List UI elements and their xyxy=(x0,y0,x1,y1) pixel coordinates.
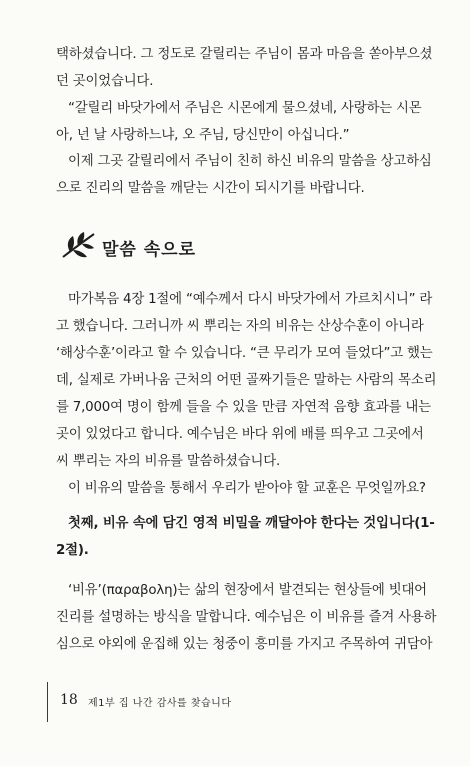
text-line: 를 7,000여 명이 함께 들을 수 있을 만큼 자연적 음향 효과를 내는 xyxy=(56,400,431,415)
text-line: 던 곳이었습니다. xyxy=(56,74,154,89)
text-line: 진리를 설명하는 방식을 말합니다. 예수님은 이 비유를 즐겨 사용하 xyxy=(56,610,437,625)
text-line: ‘해상수훈’이라고 할 수 있습니다. “큰 무리가 모여 들었다”고 했는 xyxy=(56,346,433,361)
paragraph-point-one xyxy=(56,514,435,568)
text-line: 택하셨습니다. 그 정도로 갈릴리는 주님이 몸과 마음을 쏟아부으셨 xyxy=(56,47,433,62)
page-footer xyxy=(26,660,446,720)
text-line: 씨 뿌리는 자의 비유를 말씀하셨습니다. xyxy=(56,454,281,469)
page-number: 18 xyxy=(60,692,78,708)
section-title: 말씀 속으로 xyxy=(102,239,197,260)
leaf-branch-icon xyxy=(60,230,98,264)
text-line: 고 했습니다. 그러니까 씨 뿌리는 자의 비유는 산상수훈이 아니라 xyxy=(56,319,424,334)
text-line: 이제 그곳 갈릴리에서 주님이 친히 하신 비유의 말씀을 상고하심 xyxy=(68,154,432,169)
text-line: 데, 실제로 가버나움 근처의 어떤 골짜기들은 말하는 사람의 목소리 xyxy=(56,373,437,388)
footer-divider xyxy=(47,682,48,722)
paragraph-invitation xyxy=(56,152,432,206)
text-line: 마가복음 4장 1절에 “예수께서 다시 바닷가에서 가르치시니” 라 xyxy=(68,292,433,307)
paragraph-mark-4-1 xyxy=(56,290,437,479)
paragraph-parable-definition xyxy=(56,581,437,662)
text-line: 심으로 야외에 운집해 있는 청중이 흥미를 가지고 주목하여 귀담아 xyxy=(56,637,433,652)
section-heading xyxy=(60,230,196,264)
text-line: 첫째, 비유 속에 담긴 영적 비밀을 깨달아야 한다는 것입니다(1- xyxy=(68,516,435,531)
text-line: “갈릴리 바닷가에서 주님은 시몬에게 물으셨네, 사랑하는 시몬 xyxy=(68,101,422,116)
paragraph-galilee-intro xyxy=(56,45,433,99)
text-line: ‘비유’(παραβολη)는 삶의 현장에서 발견되는 현상들에 빗대어 xyxy=(68,583,427,598)
text-line: 곳이 있었다고 합니다. 예수님은 바다 위에 배를 띄우고 그곳에서 xyxy=(56,427,424,442)
running-title: 제1부 집 나간 감사를 찾습니다 xyxy=(88,698,232,709)
paragraph-hymn-quote xyxy=(56,99,424,153)
text-line: 아, 넌 날 사랑하느냐, 오 주님, 당신만이 아십니다.” xyxy=(56,128,350,143)
text-line: 2절). xyxy=(56,543,89,558)
text-line: 이 비유의 말씀을 통해서 우리가 받아야 할 교훈은 무엇일까요? xyxy=(68,481,426,496)
paragraph-lesson-question xyxy=(56,479,424,506)
text-line: 으로 진리의 말씀을 깨닫는 시간이 되시기를 바랍니다. xyxy=(56,181,365,196)
